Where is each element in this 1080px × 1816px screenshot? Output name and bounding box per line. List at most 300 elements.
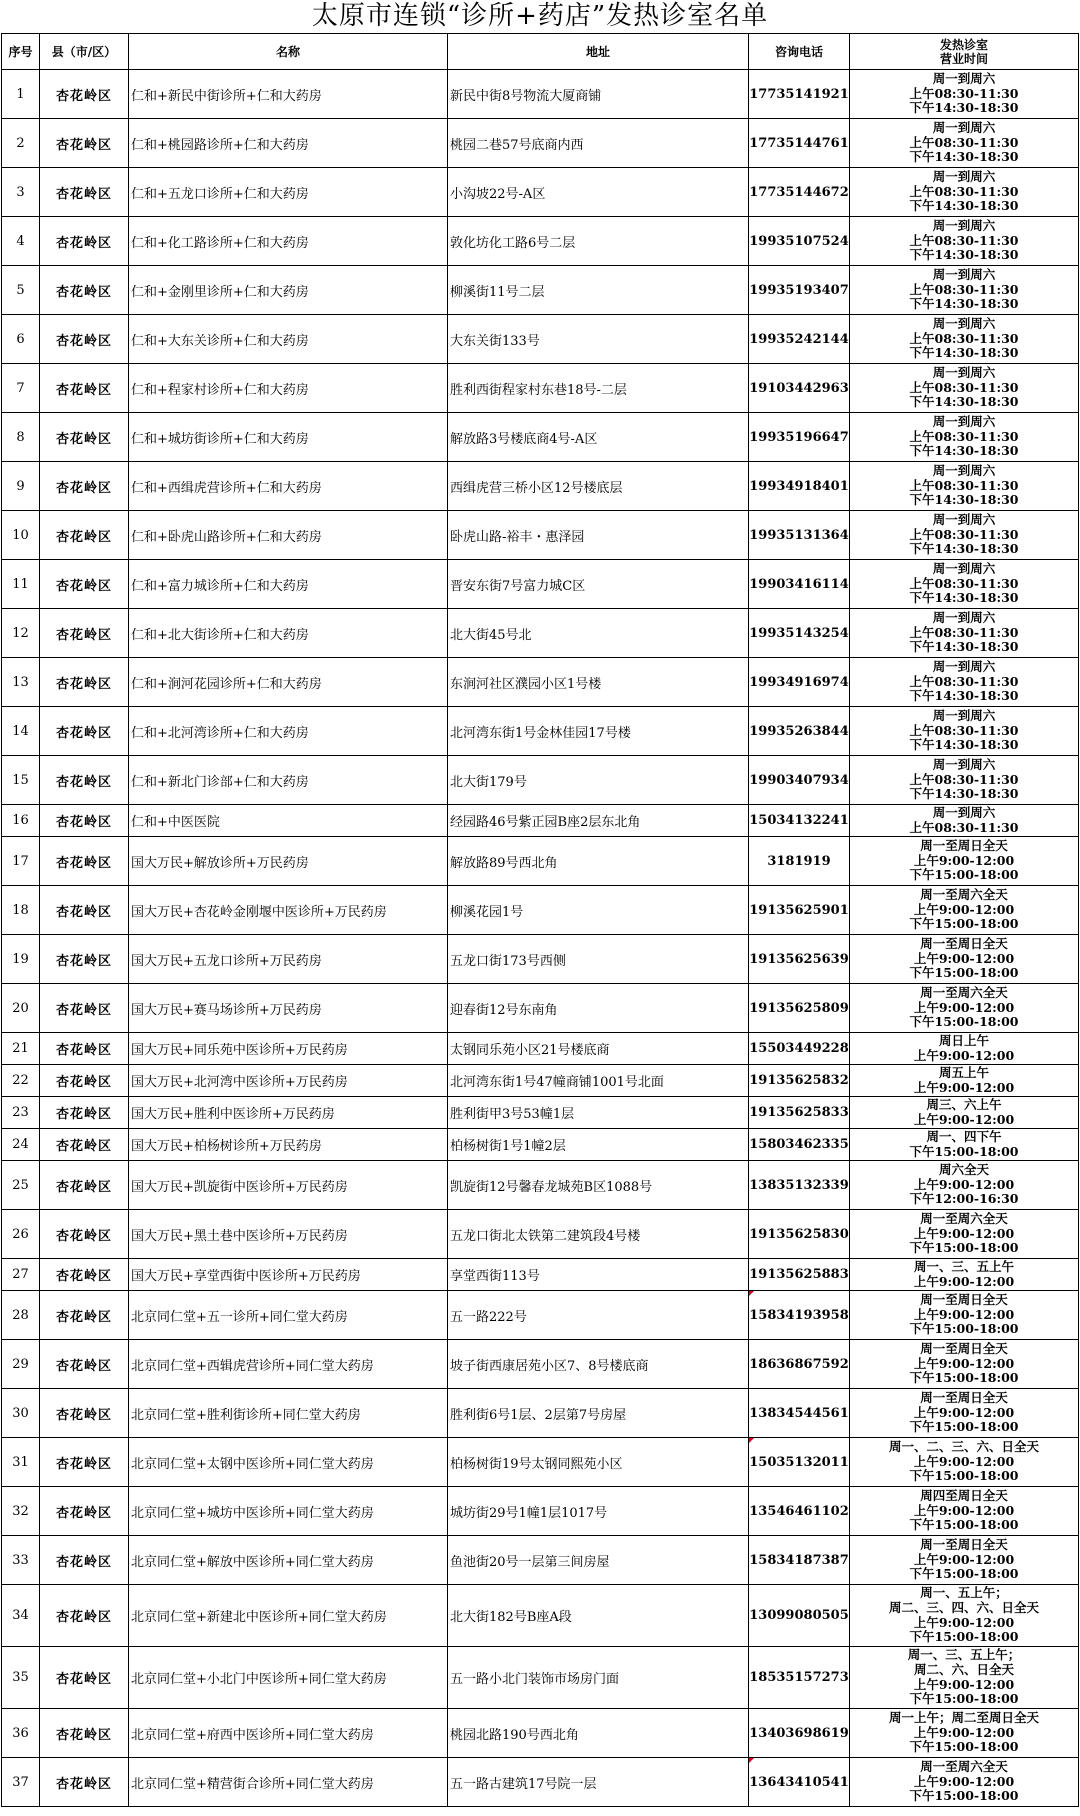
hours-line: 上午9:00-12:00 xyxy=(913,1176,1015,1192)
hours-line: 周一到周六 xyxy=(932,658,996,674)
hours-line: 周一到周六 xyxy=(932,168,996,184)
row-number: 21 xyxy=(2,1033,40,1065)
table-row xyxy=(2,1536,1079,1585)
county-cell: 杏花岭区 xyxy=(40,1389,129,1438)
row-number: 5 xyxy=(2,266,40,315)
phone-number: 19935263844 xyxy=(749,723,849,739)
hours-cell xyxy=(850,1210,1079,1259)
county-cell: 杏花岭区 xyxy=(40,1161,129,1210)
phone-number: 19935193407 xyxy=(749,282,849,298)
hours-cell xyxy=(850,1389,1079,1438)
row-number: 18 xyxy=(2,886,40,935)
table-row xyxy=(2,1033,1079,1065)
address-cell: 五一路古建筑17号院一层 xyxy=(448,1758,749,1807)
phone-cell xyxy=(749,756,850,805)
hours-line: 下午12:00-16:30 xyxy=(909,1191,1019,1207)
hours-cell xyxy=(850,1340,1079,1389)
hours-line: 上午08:30-11:30 xyxy=(909,379,1019,395)
address-cell: 五一路222号 xyxy=(448,1291,749,1340)
clinic-name-cell: 仁和+西缉虎营诊所+仁和大药房 xyxy=(129,462,448,511)
phone-cell xyxy=(749,1033,850,1065)
hours-line: 周一至周日全天 xyxy=(920,1291,1008,1307)
table-header-row xyxy=(2,34,1079,70)
hours-cell xyxy=(850,1161,1079,1210)
table-row xyxy=(2,1065,1079,1097)
header-no: 序号 xyxy=(2,34,40,70)
hours-line: 下午15:00-18:00 xyxy=(909,1629,1019,1645)
phone-cell xyxy=(749,1487,850,1536)
row-number: 19 xyxy=(2,935,40,984)
table-row xyxy=(2,1389,1079,1438)
hours-line: 上午9:00-12:00 xyxy=(913,1404,1015,1420)
phone-number: 13099080505 xyxy=(749,1608,849,1623)
phone-number: 18636867592 xyxy=(749,1356,849,1372)
hours-line: 上午9:00-12:00 xyxy=(913,852,1015,868)
table-row xyxy=(2,1340,1079,1389)
hours-line: 上午08:30-11:30 xyxy=(909,722,1019,738)
hours-line: 上午9:00-12:00 xyxy=(913,999,1015,1015)
address-cell: 卧虎山路-裕丰・惠泽园 xyxy=(448,511,749,560)
phone-number: 13403698619 xyxy=(749,1725,849,1741)
row-number: 31 xyxy=(2,1438,40,1487)
hours-line: 上午9:00-12:00 xyxy=(913,1453,1015,1469)
county-cell: 杏花岭区 xyxy=(40,1340,129,1389)
hours-line: 下午14:30-18:30 xyxy=(909,443,1019,459)
county-cell: 杏花岭区 xyxy=(40,805,129,837)
hours-line: 下午15:00-18:00 xyxy=(909,1321,1019,1337)
clinic-name-cell: 北京同仁堂+小北门中医诊所+同仁堂大药房 xyxy=(129,1647,448,1709)
phone-cell xyxy=(749,1291,850,1340)
header-name: 名称 xyxy=(129,34,448,70)
table-row xyxy=(2,1210,1079,1259)
hours-line: 周一上午；周二至周日全天 xyxy=(888,1709,1039,1725)
hours-line: 上午08:30-11:30 xyxy=(909,85,1019,101)
hours-cell xyxy=(850,1487,1079,1536)
clinic-name-cell: 国大万民+同乐苑中医诊所+万民药房 xyxy=(129,1033,448,1065)
phone-cell xyxy=(749,413,850,462)
row-number: 27 xyxy=(2,1259,40,1291)
phone-cell xyxy=(749,805,850,837)
hours-line: 下午15:00-18:00 xyxy=(909,1517,1019,1533)
table-row xyxy=(2,935,1079,984)
phone-cell xyxy=(749,217,850,266)
phone-cell xyxy=(749,837,850,886)
hours-line: 周一到周六 xyxy=(932,70,996,86)
clinic-name-cell: 北京同仁堂+精营街合诊所+同仁堂大药房 xyxy=(129,1758,448,1807)
address-cell: 北大街45号北 xyxy=(448,609,749,658)
phone-number: 13546461102 xyxy=(749,1503,849,1519)
clinic-name-cell: 仁和+北大街诊所+仁和大药房 xyxy=(129,609,448,658)
hours-cell xyxy=(850,266,1079,315)
hours-line: 上午9:00-12:00 xyxy=(913,901,1015,917)
phone-number: 19935107524 xyxy=(749,233,849,249)
phone-cell xyxy=(749,168,850,217)
table-row xyxy=(2,1259,1079,1291)
row-number: 10 xyxy=(2,511,40,560)
address-cell: 北河湾东街1号47幢商铺1001号北面 xyxy=(448,1065,749,1097)
table-row xyxy=(2,413,1079,462)
phone-cell xyxy=(749,1647,850,1709)
comment-marker-icon xyxy=(749,1438,754,1443)
clinic-name-cell: 北京同仁堂+府西中医诊所+同仁堂大药房 xyxy=(129,1709,448,1758)
row-number: 33 xyxy=(2,1536,40,1585)
address-cell: 柳溪街11号二层 xyxy=(448,266,749,315)
address-cell: 大东关街133号 xyxy=(448,315,749,364)
hours-line: 周一、二、三、六、日全天 xyxy=(888,1438,1039,1454)
header-hours-line2: 营业时间 xyxy=(939,51,988,66)
hours-line: 下午14:30-18:30 xyxy=(909,590,1019,606)
row-number: 36 xyxy=(2,1709,40,1758)
clinic-name-cell: 国大万民+五龙口诊所+万民药房 xyxy=(129,935,448,984)
hours-line: 上午9:00-12:00 xyxy=(913,1551,1015,1567)
county-cell: 杏花岭区 xyxy=(40,1438,129,1487)
table-row xyxy=(2,1585,1079,1647)
county-cell: 杏花岭区 xyxy=(40,217,129,266)
hours-cell xyxy=(850,805,1079,837)
hours-line: 下午14:30-18:30 xyxy=(909,541,1019,557)
table-row xyxy=(2,119,1079,168)
row-number: 29 xyxy=(2,1340,40,1389)
row-number: 16 xyxy=(2,805,40,837)
hours-line: 上午9:00-12:00 xyxy=(913,950,1015,966)
table-row xyxy=(2,1161,1079,1210)
phone-cell xyxy=(749,886,850,935)
phone-cell xyxy=(749,1097,850,1129)
hours-line: 周一到周六 xyxy=(932,560,996,576)
county-cell: 杏花岭区 xyxy=(40,315,129,364)
clinic-name-cell: 仁和+卧虎山路诊所+仁和大药房 xyxy=(129,511,448,560)
clinic-name-cell: 仁和+大东关诊所+仁和大药房 xyxy=(129,315,448,364)
hours-line: 下午14:30-18:30 xyxy=(909,296,1019,312)
hours-line: 上午9:00-12:00 xyxy=(913,1724,1015,1740)
hours-line: 周一到周六 xyxy=(932,609,996,625)
comment-marker-icon xyxy=(749,1758,754,1763)
hours-cell xyxy=(850,658,1079,707)
county-cell: 杏花岭区 xyxy=(40,1097,129,1129)
county-cell: 杏花岭区 xyxy=(40,1709,129,1758)
phone-number: 19135625809 xyxy=(749,1000,849,1016)
phone-cell xyxy=(749,462,850,511)
hours-cell xyxy=(850,707,1079,756)
phone-cell xyxy=(749,1709,850,1758)
phone-cell xyxy=(749,1585,850,1647)
phone-number: 18535157273 xyxy=(749,1670,849,1685)
hours-line: 下午14:30-18:30 xyxy=(909,394,1019,410)
phone-cell xyxy=(749,119,850,168)
county-cell: 杏花岭区 xyxy=(40,756,129,805)
hours-cell xyxy=(850,984,1079,1033)
row-number: 22 xyxy=(2,1065,40,1097)
hours-line: 下午15:00-18:00 xyxy=(909,867,1019,883)
hours-line: 上午08:30-11:30 xyxy=(909,232,1019,248)
address-cell: 城坊街29号1幢1层1017号 xyxy=(448,1487,749,1536)
hours-line: 下午14:30-18:30 xyxy=(909,100,1019,116)
phone-number: 13834544561 xyxy=(749,1405,849,1421)
clinic-name-cell: 仁和+北河湾诊所+仁和大药房 xyxy=(129,707,448,756)
address-cell: 解放路3号楼底商4号-A区 xyxy=(448,413,749,462)
phone-number: 19934918401 xyxy=(749,478,849,494)
hours-cell xyxy=(850,886,1079,935)
hours-line: 上午9:00-12:00 xyxy=(913,1273,1015,1289)
hours-cell xyxy=(850,1536,1079,1585)
address-cell: 五龙口街173号西侧 xyxy=(448,935,749,984)
table-row xyxy=(2,886,1079,935)
row-number: 30 xyxy=(2,1389,40,1438)
address-cell: 敦化坊化工路6号二层 xyxy=(448,217,749,266)
row-number: 4 xyxy=(2,217,40,266)
hours-line: 下午15:00-18:00 xyxy=(909,1014,1019,1030)
hours-cell xyxy=(850,119,1079,168)
row-number: 14 xyxy=(2,707,40,756)
address-cell: 晋安东街7号富力城C区 xyxy=(448,560,749,609)
phone-number: 15035132011 xyxy=(749,1454,849,1470)
address-cell: 柏杨树街19号太钢同熙苑小区 xyxy=(448,1438,749,1487)
phone-number: 19903416114 xyxy=(749,576,849,592)
clinic-name-cell: 国大万民+赛马场诊所+万民药房 xyxy=(129,984,448,1033)
phone-number: 19135625901 xyxy=(749,902,849,918)
clinic-name-cell: 北京同仁堂+太钢中医诊所+同仁堂大药房 xyxy=(129,1438,448,1487)
county-cell: 杏花岭区 xyxy=(40,70,129,119)
hours-line: 周一至周日全天 xyxy=(920,837,1008,853)
hours-line: 周一到周六 xyxy=(932,119,996,135)
phone-cell xyxy=(749,70,850,119)
address-cell: 桃园北路190号西北角 xyxy=(448,1709,749,1758)
address-cell: 小沟坡22号-A区 xyxy=(448,168,749,217)
phone-number: 19935143254 xyxy=(749,625,849,641)
table-row xyxy=(2,837,1079,886)
phone-number: 17735141921 xyxy=(749,86,849,102)
hours-cell xyxy=(850,609,1079,658)
row-number: 13 xyxy=(2,658,40,707)
address-cell: 五一路小北门装饰市场房门面 xyxy=(448,1647,749,1709)
hours-line: 下午14:30-18:30 xyxy=(909,198,1019,214)
phone-cell xyxy=(749,1259,850,1291)
hours-line: 下午15:00-18:00 xyxy=(909,1419,1019,1435)
hours-line: 周一至周日全天 xyxy=(920,1389,1008,1405)
phone-cell xyxy=(749,609,850,658)
table-row xyxy=(2,168,1079,217)
clinic-name-cell: 国大万民+享堂西街中医诊所+万民药房 xyxy=(129,1259,448,1291)
county-cell: 杏花岭区 xyxy=(40,1129,129,1161)
address-cell: 迎春街12号东南角 xyxy=(448,984,749,1033)
address-cell: 享堂西街113号 xyxy=(448,1259,749,1291)
hours-line: 周日上午 xyxy=(938,1032,989,1048)
table-row xyxy=(2,1487,1079,1536)
county-cell: 杏花岭区 xyxy=(40,1210,129,1259)
address-cell: 北河湾东街1号金林佳园17号楼 xyxy=(448,707,749,756)
hours-cell xyxy=(850,364,1079,413)
hours-line: 上午08:30-11:30 xyxy=(909,281,1019,297)
county-cell: 杏花岭区 xyxy=(40,413,129,462)
row-number: 20 xyxy=(2,984,40,1033)
hours-line: 下午14:30-18:30 xyxy=(909,247,1019,263)
clinic-name-cell: 国大万民+北河湾中医诊所+万民药房 xyxy=(129,1065,448,1097)
phone-number: 15034132241 xyxy=(749,813,849,828)
hours-line: 周一至周六全天 xyxy=(920,1758,1008,1774)
hours-cell xyxy=(850,1647,1079,1709)
clinic-name-cell: 北京同仁堂+新建北中医诊所+同仁堂大药房 xyxy=(129,1585,448,1647)
table-row xyxy=(2,364,1079,413)
phone-number: 15834193958 xyxy=(749,1307,849,1323)
table-row xyxy=(2,1709,1079,1758)
address-cell: 鱼池街20号一层第三间房屋 xyxy=(448,1536,749,1585)
phone-cell xyxy=(749,658,850,707)
county-cell: 杏花岭区 xyxy=(40,1647,129,1709)
phone-number: 13835132339 xyxy=(749,1177,849,1193)
hours-cell xyxy=(850,70,1079,119)
county-cell: 杏花岭区 xyxy=(40,119,129,168)
county-cell: 杏花岭区 xyxy=(40,462,129,511)
hours-line: 下午15:00-18:00 xyxy=(909,1566,1019,1582)
hours-line: 下午14:30-18:30 xyxy=(909,639,1019,655)
clinic-name-cell: 国大万民+黑土巷中医诊所+万民药房 xyxy=(129,1210,448,1259)
table-row xyxy=(2,315,1079,364)
hours-line: 上午9:00-12:00 xyxy=(913,1111,1015,1127)
hours-line: 周一至周六全天 xyxy=(920,984,1008,1000)
table-row xyxy=(2,756,1079,805)
hours-line: 周一到周六 xyxy=(932,217,996,233)
row-number: 17 xyxy=(2,837,40,886)
row-number: 1 xyxy=(2,70,40,119)
hours-line: 周二、三、四、六、日全天 xyxy=(888,1599,1039,1615)
row-number: 15 xyxy=(2,756,40,805)
county-cell: 杏花岭区 xyxy=(40,984,129,1033)
hours-line: 上午9:00-12:00 xyxy=(913,1079,1015,1095)
row-number: 26 xyxy=(2,1210,40,1259)
comment-marker-icon xyxy=(749,1291,754,1296)
county-cell: 杏花岭区 xyxy=(40,560,129,609)
hours-line: 上午9:00-12:00 xyxy=(913,1047,1015,1063)
phone-cell xyxy=(749,560,850,609)
clinic-name-cell: 国大万民+凯旋街中医诊所+万民药房 xyxy=(129,1161,448,1210)
county-cell: 杏花岭区 xyxy=(40,1291,129,1340)
phone-cell xyxy=(749,935,850,984)
table-row xyxy=(2,217,1079,266)
county-cell: 杏花岭区 xyxy=(40,1536,129,1585)
table-row xyxy=(2,984,1079,1033)
row-number: 32 xyxy=(2,1487,40,1536)
table-row xyxy=(2,1758,1079,1807)
clinic-name-cell: 国大万民+胜利中医诊所+万民药房 xyxy=(129,1097,448,1129)
hours-line: 下午15:00-18:00 xyxy=(909,1468,1019,1484)
phone-cell xyxy=(749,1438,850,1487)
clinic-name-cell: 仁和+桃园路诊所+仁和大药房 xyxy=(129,119,448,168)
hours-line: 周一到周六 xyxy=(932,511,996,527)
table-row xyxy=(2,462,1079,511)
hours-line: 上午08:30-11:30 xyxy=(909,477,1019,493)
hours-line: 周一到周六 xyxy=(932,364,996,380)
table-row xyxy=(2,609,1079,658)
hours-line: 下午15:00-18:00 xyxy=(909,1739,1019,1755)
row-number: 28 xyxy=(2,1291,40,1340)
hours-line: 周一到周六 xyxy=(932,756,996,772)
hours-line: 下午15:00-18:00 xyxy=(909,1788,1019,1804)
county-cell: 杏花岭区 xyxy=(40,511,129,560)
phone-cell xyxy=(749,707,850,756)
hours-line: 下午15:00-18:00 xyxy=(909,1370,1019,1386)
hours-line: 周五上午 xyxy=(938,1064,989,1080)
hours-line: 上午9:00-12:00 xyxy=(913,1355,1015,1371)
hours-line: 周一到周六 xyxy=(932,266,996,282)
row-number: 9 xyxy=(2,462,40,511)
phone-cell xyxy=(749,266,850,315)
county-cell: 杏花岭区 xyxy=(40,1758,129,1807)
hours-line: 下午15:00-18:00 xyxy=(909,1143,1019,1159)
hours-line: 下午14:30-18:30 xyxy=(909,492,1019,508)
hours-cell xyxy=(850,462,1079,511)
address-cell: 北大街179号 xyxy=(448,756,749,805)
row-number: 2 xyxy=(2,119,40,168)
county-cell: 杏花岭区 xyxy=(40,609,129,658)
hours-line: 周一到周六 xyxy=(932,413,996,429)
header-address: 地址 xyxy=(448,34,749,70)
hours-line: 上午9:00-12:00 xyxy=(913,1614,1015,1630)
address-cell: 凯旋街12号馨春龙城苑B区1088号 xyxy=(448,1161,749,1210)
hours-line: 周三、六上午 xyxy=(926,1096,1002,1112)
hours-line: 下午15:00-18:00 xyxy=(909,1691,1019,1707)
hours-line: 周六全天 xyxy=(938,1161,989,1177)
hours-cell xyxy=(850,1585,1079,1647)
hours-line: 下午14:30-18:30 xyxy=(909,345,1019,361)
clinic-name-cell: 北京同仁堂+解放中医诊所+同仁堂大药房 xyxy=(129,1536,448,1585)
hours-line: 周一到周六 xyxy=(932,462,996,478)
phone-cell xyxy=(749,1340,850,1389)
row-number: 11 xyxy=(2,560,40,609)
hours-cell xyxy=(850,756,1079,805)
county-cell: 杏花岭区 xyxy=(40,707,129,756)
hours-line: 下午14:30-18:30 xyxy=(909,786,1019,802)
table-row xyxy=(2,1129,1079,1161)
row-number: 37 xyxy=(2,1758,40,1807)
row-number: 7 xyxy=(2,364,40,413)
clinic-name-cell: 北京同仁堂+胜利街诊所+同仁堂大药房 xyxy=(129,1389,448,1438)
hours-line: 上午9:00-12:00 xyxy=(913,1306,1015,1322)
address-cell: 新民中街8号物流大厦商铺 xyxy=(448,70,749,119)
county-cell: 杏花岭区 xyxy=(40,886,129,935)
address-cell: 胜利街甲3号53幢1层 xyxy=(448,1097,749,1129)
clinic-name-cell: 北京同仁堂+五一诊所+同仁堂大药房 xyxy=(129,1291,448,1340)
clinic-name-cell: 国大万民+柏杨树诊所+万民药房 xyxy=(129,1129,448,1161)
clinic-name-cell: 国大万民+杏花岭金刚堰中医诊所+万民药房 xyxy=(129,886,448,935)
row-number: 23 xyxy=(2,1097,40,1129)
phone-number: 19935242144 xyxy=(749,331,849,347)
hours-line: 下午15:00-18:00 xyxy=(909,1240,1019,1256)
phone-cell xyxy=(749,364,850,413)
hours-cell xyxy=(850,560,1079,609)
address-cell: 胜利西街程家村东巷18号-二层 xyxy=(448,364,749,413)
hours-cell xyxy=(850,1097,1079,1129)
hours-cell xyxy=(850,1065,1079,1097)
hours-cell xyxy=(850,935,1079,984)
row-number: 3 xyxy=(2,168,40,217)
county-cell: 杏花岭区 xyxy=(40,1033,129,1065)
clinic-name-cell: 仁和+程家村诊所+仁和大药房 xyxy=(129,364,448,413)
clinic-name-cell: 仁和+金刚里诊所+仁和大药房 xyxy=(129,266,448,315)
hours-line: 下午14:30-18:30 xyxy=(909,149,1019,165)
county-cell: 杏花岭区 xyxy=(40,1585,129,1647)
hours-line: 上午08:30-11:30 xyxy=(909,330,1019,346)
hours-cell xyxy=(850,1758,1079,1807)
address-cell: 北大街182号B座A段 xyxy=(448,1585,749,1647)
phone-number: 17735144672 xyxy=(749,184,849,200)
address-cell: 桃园二巷57号底商内西 xyxy=(448,119,749,168)
phone-cell xyxy=(749,1210,850,1259)
hours-line: 上午08:30-11:30 xyxy=(909,771,1019,787)
phone-number: 19135625639 xyxy=(749,951,849,967)
hours-line: 周一、四下午 xyxy=(926,1128,1002,1144)
table-row xyxy=(2,1097,1079,1129)
header-hours xyxy=(850,34,1079,70)
